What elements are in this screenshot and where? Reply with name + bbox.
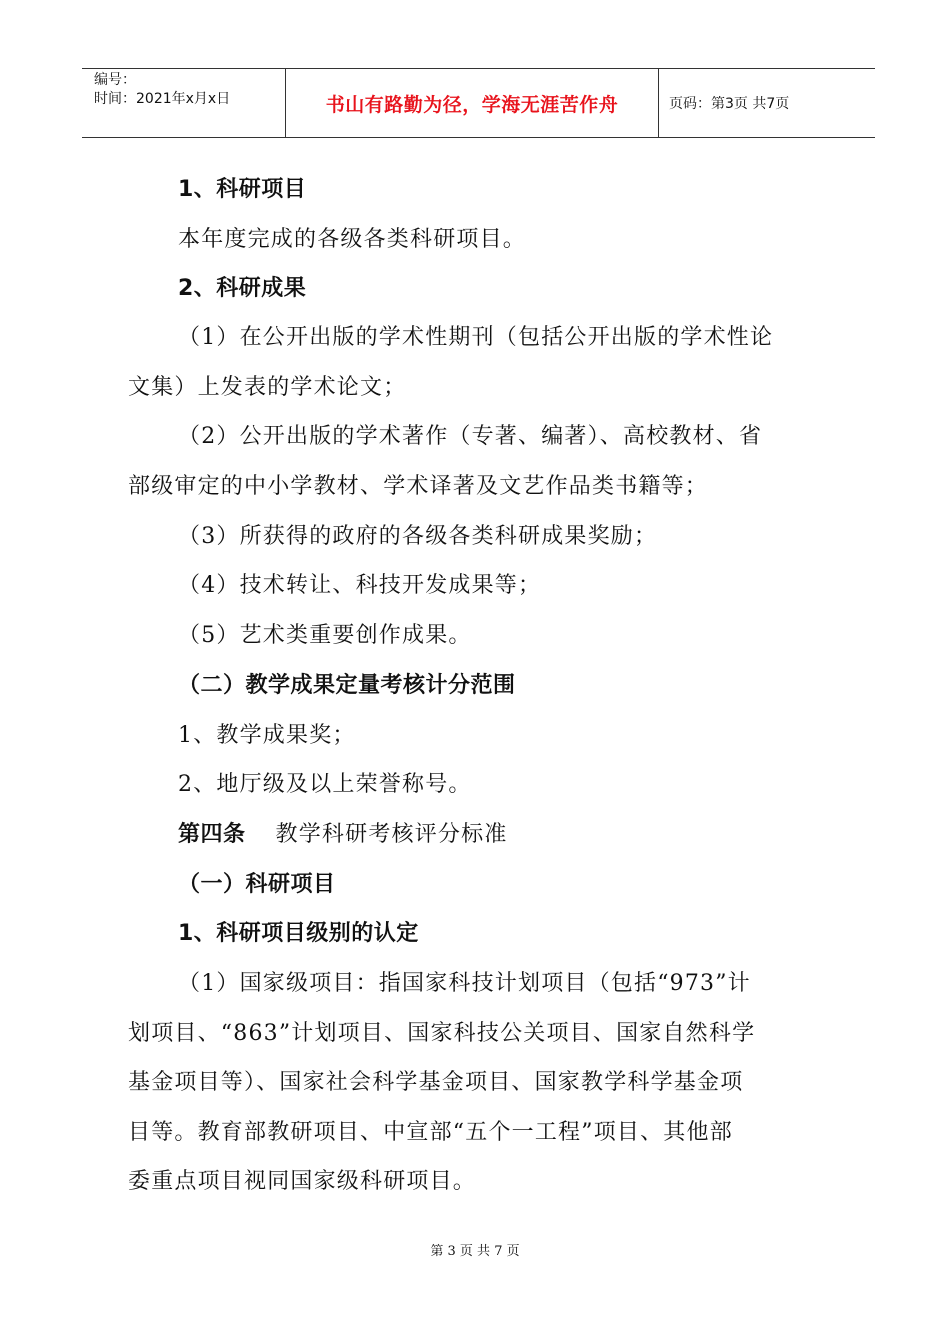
article-title: 教学科研考核评分标准 [275,822,508,847]
header-number-label: 编号： [94,72,136,88]
paragraph: 本年度完成的各级各类科研项目。 [178,227,527,252]
header-page-code: 页码：第3页 共7页 [669,96,790,112]
paragraph: 1、教学成果奖； [178,723,356,748]
paragraph: 文集）上发表的学术论文； [128,375,407,400]
paragraph: 委重点项目视同国家级科研项目。 [128,1169,477,1194]
paragraph: （1）在公开出版的学术性期刊（包括公开出版的学术性论 [178,325,774,350]
section-heading-research-projects: 1、科研项目 [178,177,307,202]
article-number: 第四条 [178,822,246,847]
paragraph: 部级审定的中小学教材、学术译著及文艺作品类书籍等； [128,474,709,499]
header-meta-cell [82,69,286,137]
paragraph: （3）所获得的政府的各级各类科研成果奖励； [178,524,658,549]
section-heading-research-projects-2: （一）科研项目 [178,872,336,897]
header-time-label: 时间：2021年x月x日 [94,91,231,107]
paragraph: （1）国家级项目：指国家科技计划项目（包括“973”计 [178,971,751,996]
section-heading-teaching-results: （二）教学成果定量考核计分范围 [178,673,516,698]
paragraph: （5）艺术类重要创作成果。 [178,623,472,648]
section-heading-research-results: 2、科研成果 [178,276,307,301]
page-footer: 第 3 页 共 7 页 [430,1244,520,1259]
article-heading [178,817,508,848]
paragraph: 目等。教育部教研项目、中宣部“五个一工程”项目、其他部 [128,1120,733,1145]
header-motto: 书山有路勤为径，学海无涯苦作舟 [286,69,659,137]
section-heading-level-determination: 1、科研项目级别的认定 [178,921,419,946]
paragraph: （2）公开出版的学术著作（专著、编著）、高校教材、省 [178,424,763,449]
paragraph: 基金项目等）、国家社会科学基金项目、国家教学科学基金项 [128,1070,744,1095]
paragraph: （4）技术转让、科技开发成果等； [178,573,542,598]
paragraph: 划项目、“863”计划项目、国家科技公关项目、国家自然科学 [128,1021,756,1046]
document-header [82,68,875,138]
paragraph: 2、地厅级及以上荣誉称号。 [178,772,472,797]
